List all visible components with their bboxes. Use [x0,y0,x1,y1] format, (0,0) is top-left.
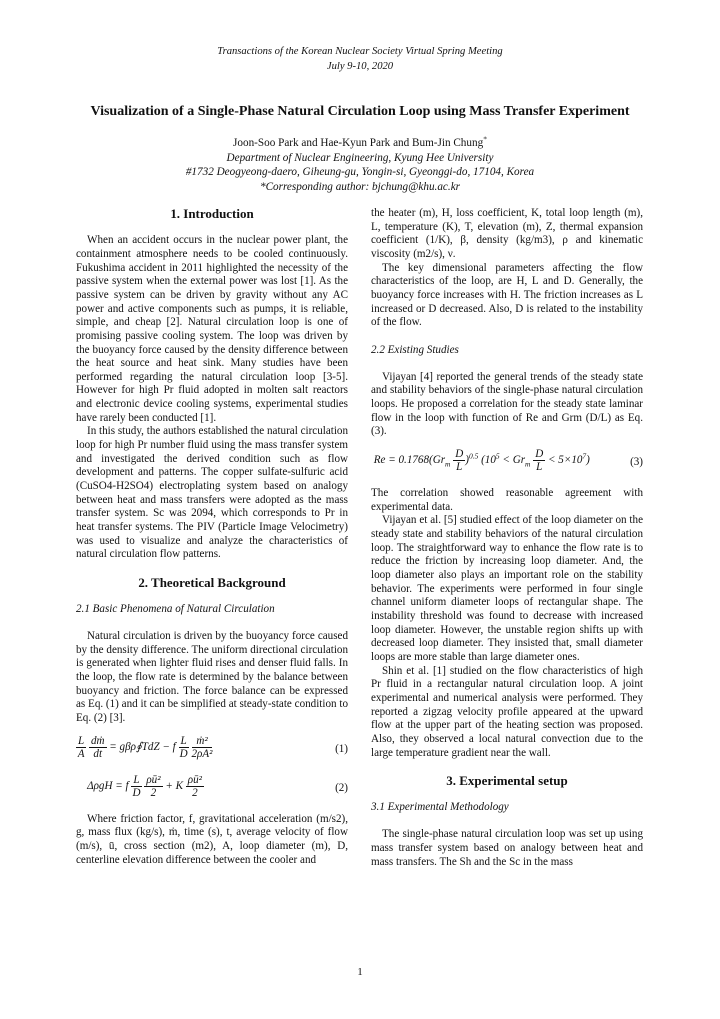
intro-paragraph-1: When an accident occurs in the nuclear power plant, the containment atmosphere needs to be cooled continuously. Fukushima accident in 2011 highlighted the necessity of the passive system when the external power was lost [1]. As the passive system can be driven by gravity without any AC power and active components such as pumps, it is reliable, simple, and cheap [2]. Natural circulation loop is one of promising passive cooling system. The loop was driven by the buoyancy force caused by the density difference between the heat source and heat sink. Many studies have been performed regarding the natural circulation loop [3-5]. However for high Pr fluid adopted in molten salt reactors and electronic device cooling systems, experimental studies have rarely been conducted [1]. [76,234,348,424]
running-header [0,44,720,74]
intro-paragraph-2: In this study, the authors established the natural circulation loop for high Pr number fluid using the mass transfer system and investigated the derived condition such as flow development and patterns. The copper sulfate-sulfuric acid (CuSO4-H2SO4) electroplating system based on analogy between heat and mass transfers were adopted as the mass transfer system. Sc was 2094, which corresponds to Pr in heat transfer systems. The PIV (Particle Image Velocimetry) was used to visualize and analyze the characteristics of natural circulation flow patterns. [76,425,348,561]
section-heading-introduction: 1. Introduction [170,206,254,221]
author-address: #1732 Deogyeong-daero, Giheung-gu, Yongin-si, Gyeonggi-do, 17104, Korea [185,166,535,178]
nomenclature-continued: the heater (m), H, loss coefficient, K, total loop length (m), L, temperature (K), T, elevation (m), Z, thermal expansion coefficient (1/K), β, density (kg/m3), ρ and kinematic viscosity (m2/s), ν. [371,207,643,260]
equation-1: $\frac{L}{A}$ $\frac{\text{dṁ}}{dt}$ = gβρ∮TdZ − f $\frac{L}{D}$ $\frac{\text{ṁ²}}{\text{2ρA²}}$ (1) [77,734,348,760]
equation-3-number: (3) [630,456,643,469]
author-department: Department of Nuclear Engineering, Kyung Hee University [226,151,494,164]
methodology-paragraph: The single-phase natural circulation loop was set up using mass transfer system based on analogy between heat and mass transfers. The Sh and the Sc in the mass [371,828,643,868]
subsection-heading-3-1: 3.1 Experimental Methodology [371,801,509,813]
parameters-paragraph: The key dimensional parameters affecting the flow characteristics of the loop, are H, L and D. Generally, the buoyancy force increases with H. The friction increases as L increased or D decreased. Also, D is related to the instability of the flow. [371,261,643,329]
paper-title: Visualization of a Single-Phase Natural Circulation Loop using Mass Transfer Experiment [90,104,630,119]
section-heading-theory: 2. Theoretical Background [138,574,286,590]
author-block [0,136,720,194]
equation-2-number: (2) [335,781,348,794]
existing-studies-paragraph-4: Shin et al. [1] studied on the flow characteristics of high Pr fluid in a rectangular natural circulation loop. A joint experimental and numerical analysis were performed. They reported a zigzag velocity profile appeared at the upward flow at the upper part of the heating section was proposed. Also, they observed a local natural convection due to the large temperature gradient near the wall. [371,664,643,759]
equation-3: $Re = 0.1768(Gr_m$ $\frac{D}{L}$ )$^{0.5}$ ($10^5 < Gr_m$ $\frac{D}{L}$ < $5\times 10^7$) (3) [371,448,643,474]
theory-paragraph-1: Natural circulation is driven by the buoyancy force caused by the density difference. The uniform directional circulation is generated when lighter fluid rises and denser fluid falls. In the loop, the flow rate is determined by the balance between buoyancy and friction. The force balance can be expressed as Eq. (1) and it can be simplified at steady-state condition to Eq. (2) [3]. [76,630,348,725]
conference-date: July 9-10, 2020 [326,61,394,72]
existing-studies-paragraph-1: Vijayan [4] reported the general trends of the steady state and stability behaviors of the single-phase natural circulation loops. He proposed a correlation for the steady state laminar flow in the loop with function of Re and Grm (D/L) as Eq. (3). [371,370,643,438]
equation-2: ΔρgH = f $\frac{L}{D}$ $\frac{\text{ρū²}}{2}$ + K $\frac{\text{ρū²}}{2}$ (2) [76,773,348,799]
corresponding-author: *Corresponding author: bjchung@khu.ac.kr [259,180,461,193]
right-column [371,207,643,869]
existing-studies-paragraph-2: The correlation showed reasonable agreement with experimental data. [371,487,643,513]
page-number: 1 [357,966,363,978]
author-names: Joon-Soo Park and Hae-Kyun Park and Bum-Jin Chung [233,137,484,149]
equation-1-number: (1) [335,742,348,755]
conference-name: Transactions of the Korean Nuclear Society Virtual Spring Meeting [217,46,503,57]
subsection-heading-2-1: 2.1 Basic Phenomena of Natural Circulation [76,602,275,615]
section-heading-setup: 3. Experimental setup [446,772,568,788]
existing-studies-paragraph-3: Vijayan et al. [5] studied effect of the loop diameter on the steady state and stability behaviors of the natural circulation loop. The straightforward way to enhance the flow rate is to reduce the friction by increasing loop diameter. And, the loop diameter also plays an important role on the stability behavior. The experiments were performed in four single channel uniform diameter loops of rectangular shape. The instability threshold was found to decrease with increased loop diameter. However, the unstable region shifts up with decreased loop diameter. They insisted that, small diameter loops are more stable than large diameter ones. [371,514,643,663]
author-star: * [483,134,487,144]
subsection-heading-2-2: 2.2 Existing Studies [371,343,459,356]
left-column [76,207,348,867]
nomenclature-paragraph: Where friction factor, f, gravitational acceleration (m/s2), g, mass flux (kg/s), ṁ, time (s), t, average velocity of flow (m/s), ū, cross section (m2), A, loop diameter (m), D, centerline elevation difference between the cooler and [76,812,348,866]
